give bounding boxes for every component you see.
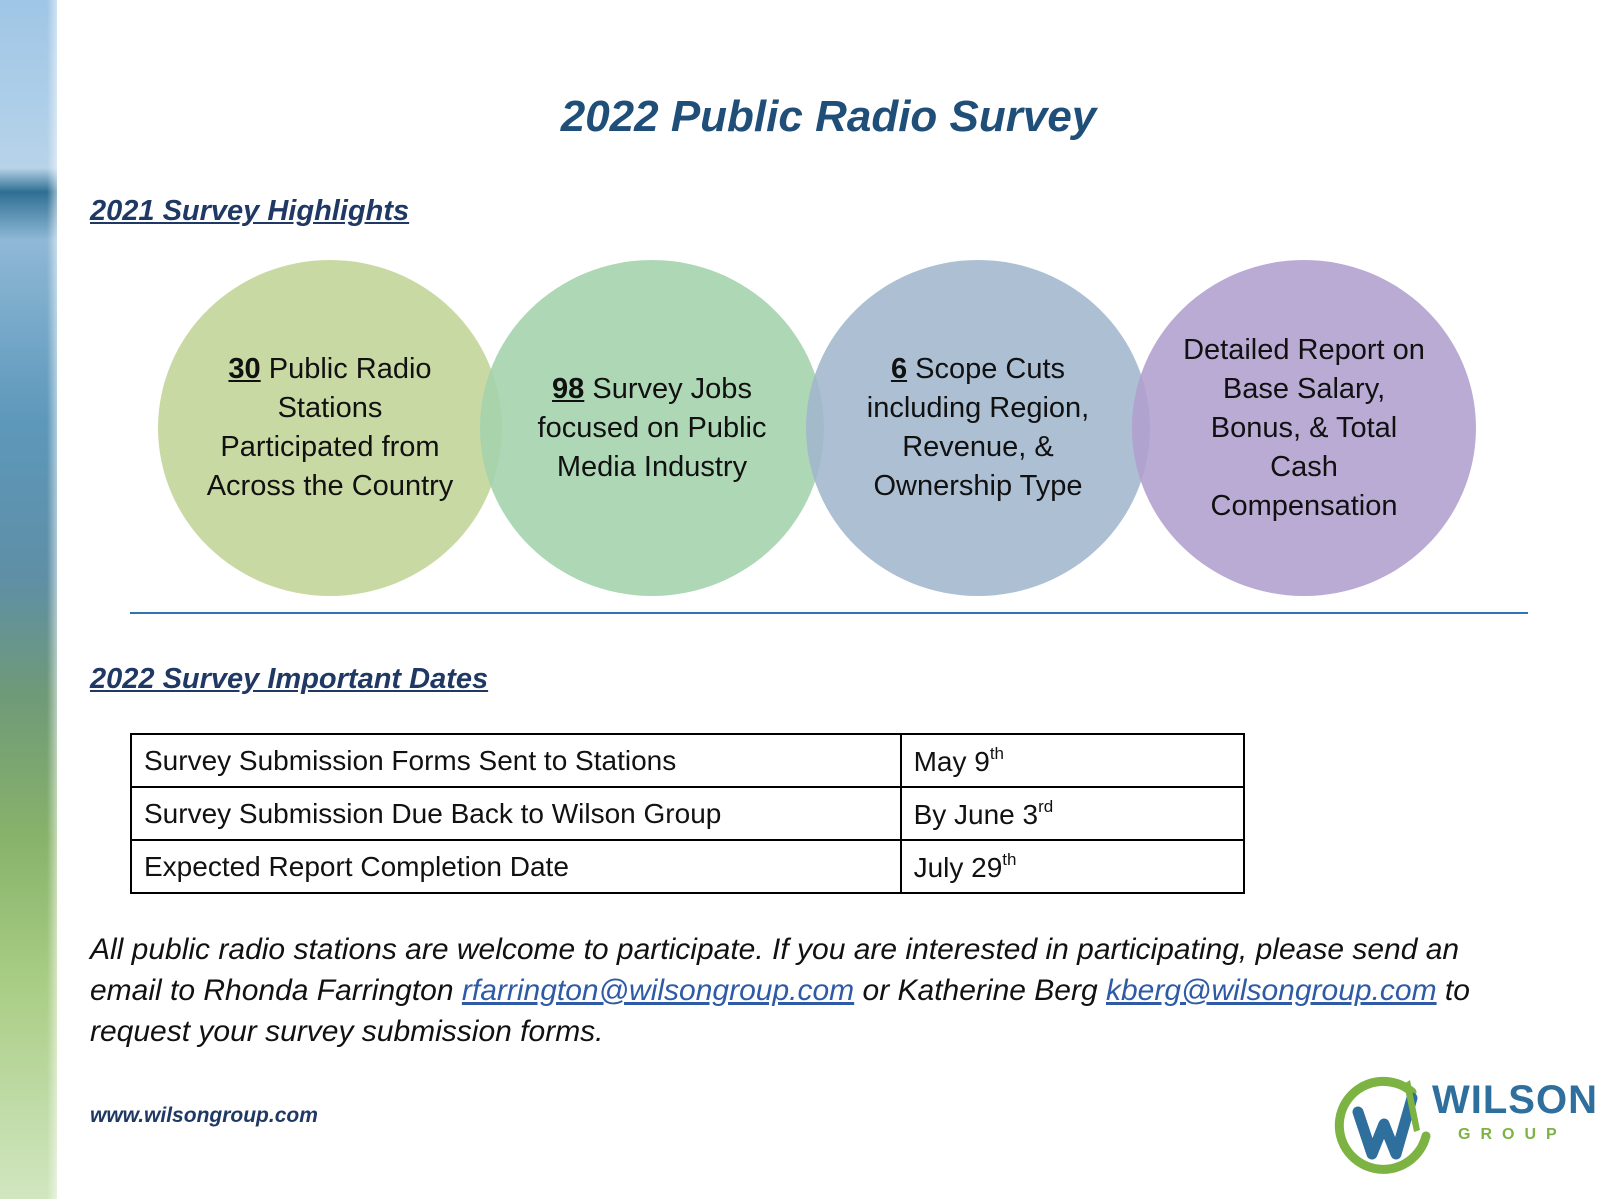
highlight-text	[527, 370, 777, 487]
date-suffix: th	[989, 743, 1005, 763]
website-url: www.wilsongroup.com	[90, 1104, 318, 1127]
table-row	[131, 840, 1244, 893]
logo-emblem-icon	[1330, 1070, 1442, 1182]
highlight-circle-scope-cuts	[806, 260, 1150, 596]
date-value-cell	[901, 840, 1244, 893]
date-value-cell	[901, 734, 1244, 787]
highlight-number: 98	[552, 372, 585, 405]
highlight-text	[1179, 331, 1429, 526]
highlight-circle-stations	[158, 260, 502, 596]
highlight-circle-report	[1132, 260, 1476, 596]
highlight-label: Survey Jobs focused on Public Media Industry	[537, 372, 767, 483]
highlight-text	[853, 350, 1103, 506]
dates-heading: 2022 Survey Important Dates	[90, 663, 489, 695]
email-link-kberg[interactable]: kberg@wilsongroup.com	[1105, 974, 1437, 1007]
highlight-label: Detailed Report on Base Salary, Bonus, & Total Cash Compensation	[1183, 333, 1425, 522]
date-event-cell: Survey Submission Forms Sent to Stations	[131, 734, 901, 787]
important-dates-table	[130, 733, 1245, 894]
highlights-heading: 2021 Survey Highlights	[90, 195, 410, 227]
highlight-label: Scope Cuts including Region, Revenue, & Ownership Type	[866, 353, 1090, 502]
table-row	[131, 734, 1244, 787]
invite-text: All public radio stations are welcome to participate. If you are interested in participating, please send an email to Rhonda Farrington	[90, 933, 1460, 1007]
invitation-paragraph	[90, 929, 1510, 1052]
logo-wordmark: WILSON	[1432, 1078, 1598, 1122]
date-suffix: th	[1002, 849, 1017, 869]
date-event-cell: Survey Submission Due Back to Wilson Group	[131, 787, 901, 840]
wilson-group-logo	[1330, 1070, 1598, 1182]
logo-subtitle: GROUP	[1458, 1126, 1567, 1143]
highlight-circle-jobs	[480, 260, 824, 596]
date-value: By June 3	[913, 798, 1039, 830]
highlight-number: 6	[890, 353, 908, 385]
date-suffix: rd	[1038, 796, 1054, 816]
decorative-side-strip	[0, 0, 57, 1199]
date-value: July 29	[913, 851, 1003, 883]
date-event-cell: Expected Report Completion Date	[131, 840, 901, 893]
invite-text: to request your survey submission forms.	[90, 974, 1470, 1048]
email-link-rfarrington[interactable]: rfarrington@wilsongroup.com	[461, 974, 855, 1007]
section-divider	[130, 612, 1528, 614]
date-value-cell	[901, 787, 1244, 840]
highlight-number: 30	[228, 353, 261, 385]
page-title: 2022 Public Radio Survey	[560, 92, 1097, 141]
table-row	[131, 787, 1244, 840]
highlight-text	[205, 350, 455, 506]
invite-text: or Katherine Berg	[854, 974, 1106, 1007]
highlight-label: Public Radio Stations Participated from Across the Country	[206, 353, 454, 502]
date-value: May 9	[913, 745, 990, 777]
